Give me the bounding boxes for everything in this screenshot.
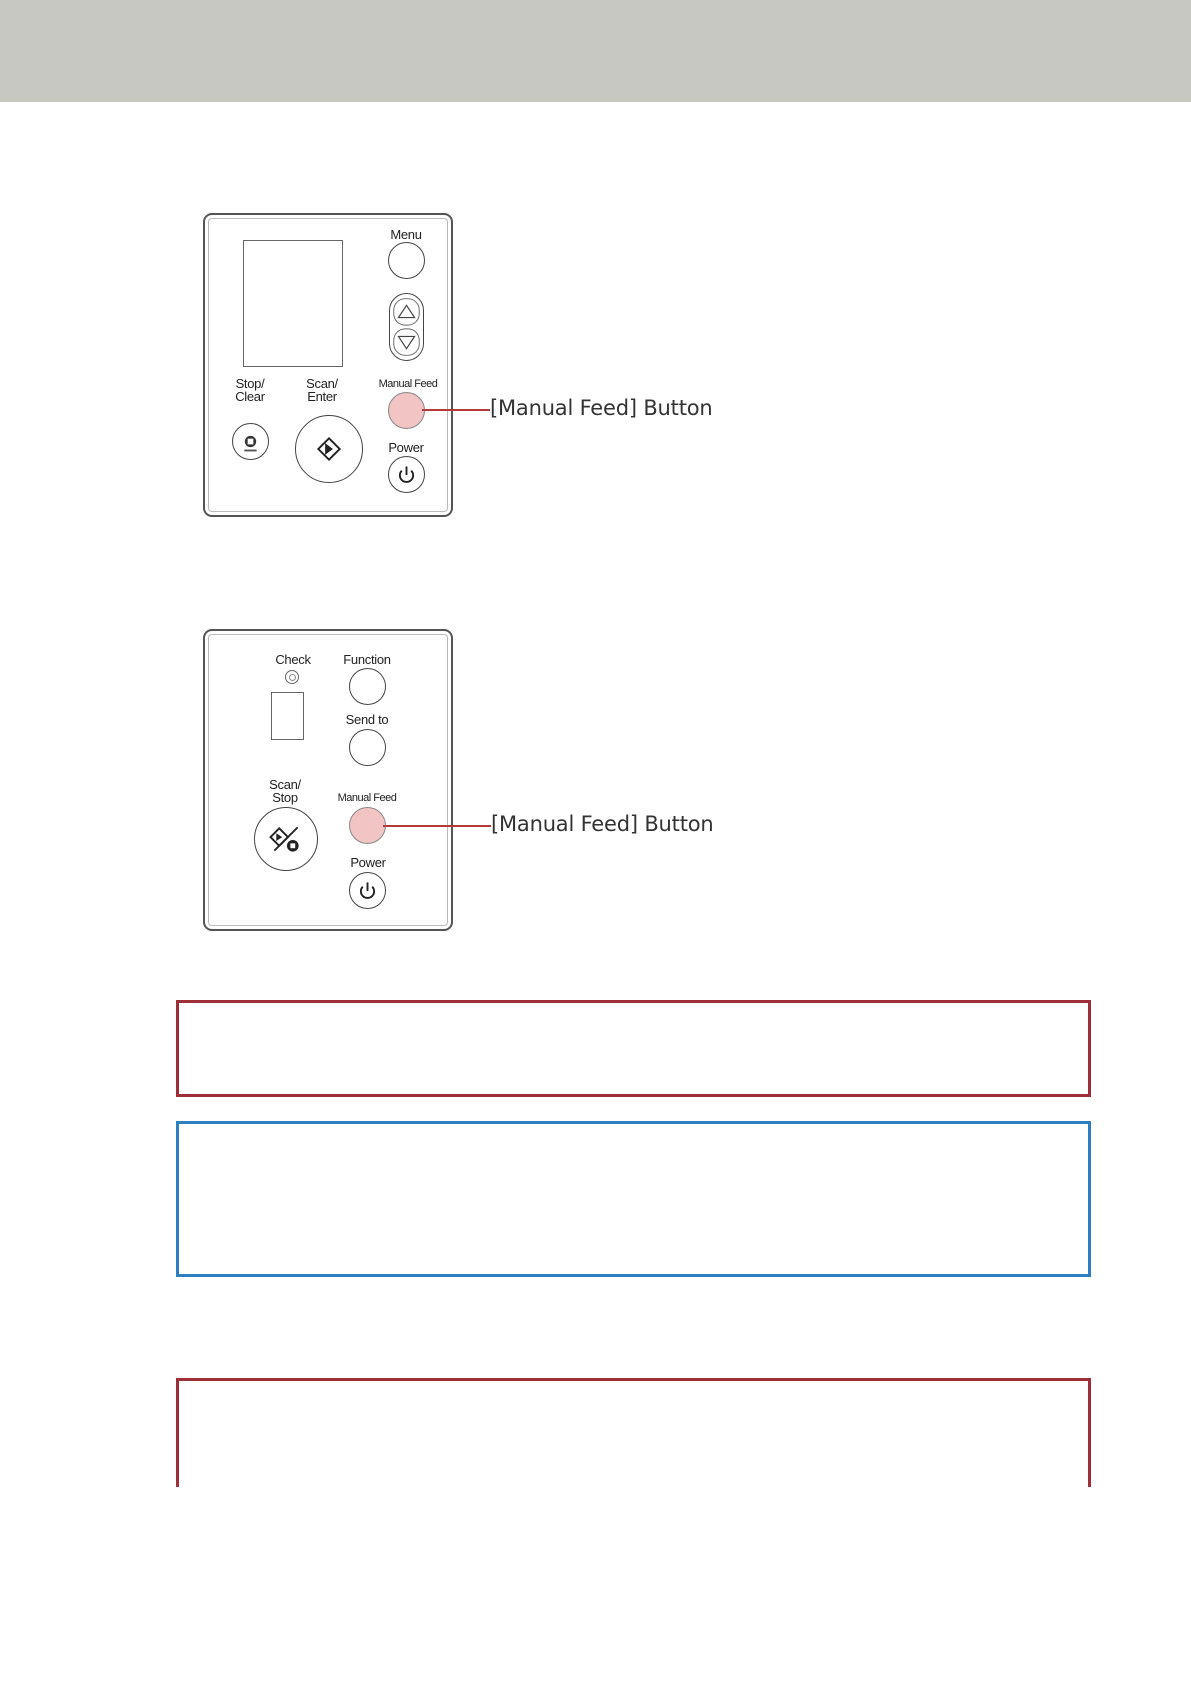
attention-box (176, 1000, 1091, 1097)
callout-leader-line (422, 409, 490, 411)
manual-feed-label-2: Manual Feed (337, 792, 397, 804)
manual-feed-callout: [Manual Feed] Button (490, 396, 713, 420)
scan-enter-button[interactable] (295, 415, 363, 483)
operator-panel-led (203, 629, 453, 931)
power-label-2: Power (350, 855, 386, 870)
number-display (271, 692, 304, 740)
menu-button[interactable] (388, 242, 425, 279)
operator-panel-lcd (203, 213, 453, 517)
manual-feed-button-2[interactable] (349, 807, 386, 844)
scan-enter-icon (296, 416, 362, 482)
lcd-screen (243, 240, 343, 367)
manual-feed-label: Manual Feed (378, 378, 438, 390)
function-label: Function (343, 652, 391, 667)
function-button[interactable] (349, 668, 386, 705)
power-icon (389, 457, 424, 492)
check-lamp (285, 670, 299, 684)
hint-box (176, 1121, 1091, 1277)
power-label: Power (388, 440, 424, 455)
send-to-label: Send to (345, 712, 389, 727)
manual-feed-button[interactable] (388, 392, 425, 429)
up-down-arrows-icon (390, 294, 423, 360)
power-button[interactable] (388, 456, 425, 493)
scan-enter-label: Scan/ Enter (306, 376, 338, 404)
check-label: Check (275, 652, 311, 667)
attention-box-2 (176, 1378, 1091, 1487)
scan-stop-icon (255, 808, 317, 870)
up-down-button[interactable] (389, 293, 424, 361)
send-to-button[interactable] (349, 729, 386, 766)
menu-label: Menu (390, 227, 422, 242)
scan-stop-label: Scan/ Stop (269, 777, 301, 805)
header-bar (0, 0, 1191, 102)
manual-feed-callout-2: [Manual Feed] Button (491, 812, 714, 836)
stop-clear-label: Stop/ Clear (235, 376, 265, 404)
scan-stop-button[interactable] (254, 807, 318, 871)
power-button-2[interactable] (349, 872, 386, 909)
stop-clear-icon (233, 424, 268, 459)
power-icon (350, 873, 385, 908)
stop-clear-button[interactable] (232, 423, 269, 460)
callout-leader-line-2 (383, 825, 491, 827)
